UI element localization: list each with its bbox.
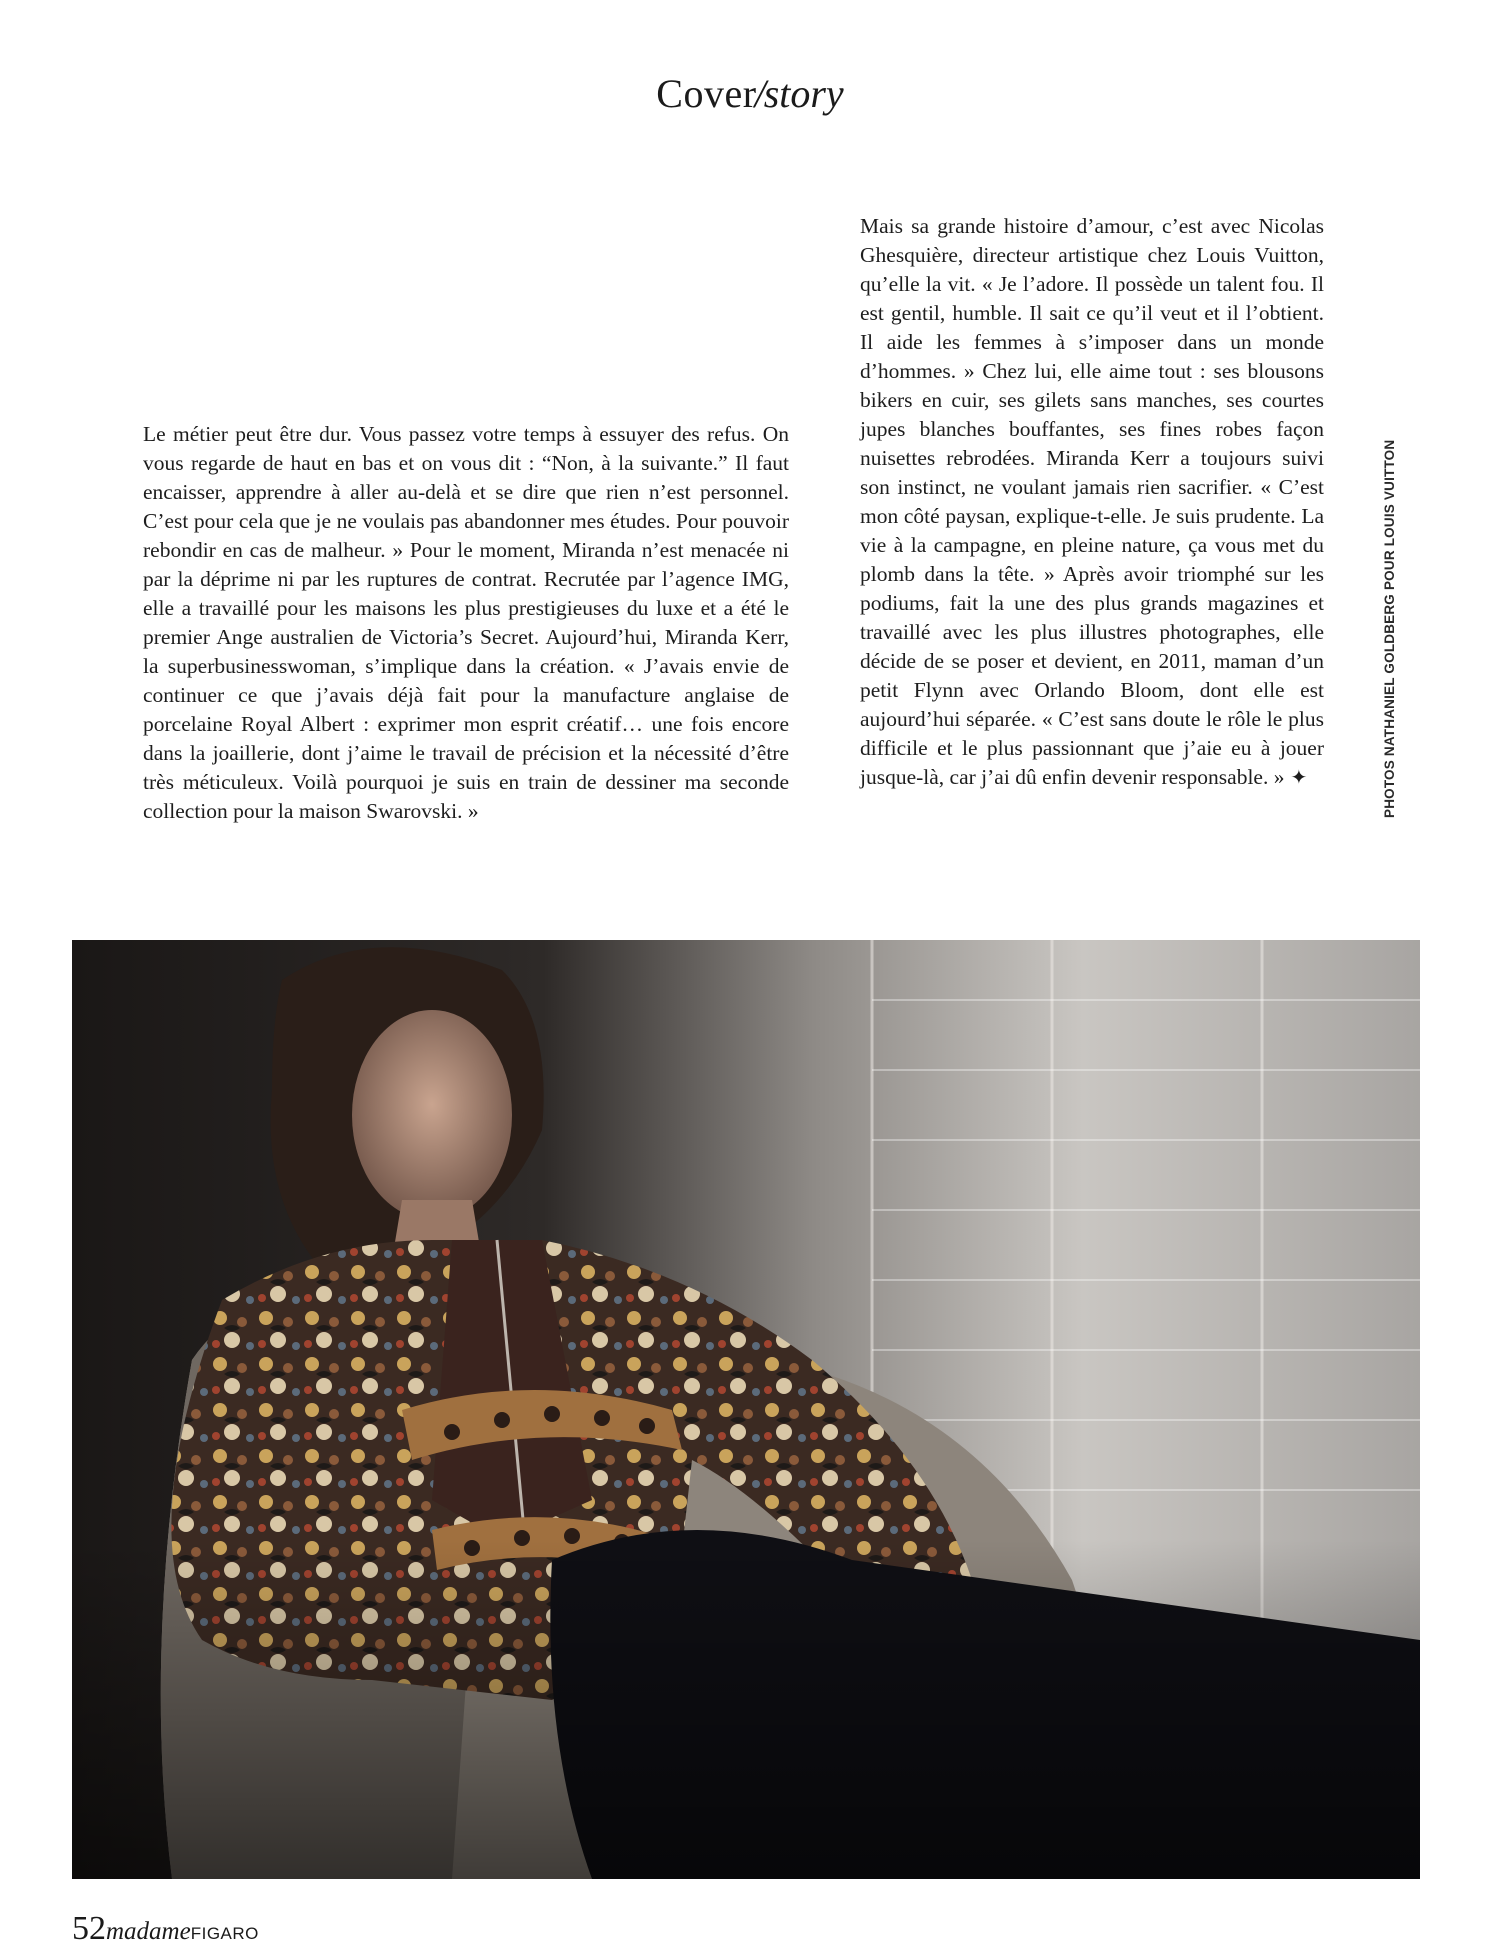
left-column-text: Le métier peut être dur. Vous passez votre temps à essuyer des refus. On vous regarde de haut en bas et on vous dit : “Non, à la suivante.” Il faut encaisser, apprendre à aller au-delà et se dire que rien n’est personnel. C’est pour cela que je ne voulais pas abandonner mes études. Pour pouvoir rebondir en cas de malheur. » Pour le moment, Miranda n’est menacée ni par la déprime ni par les ruptures de contrat. Recrutée par l’agence IMG, elle a travaillé pour les maisons les plus prestigieuses du luxe et a été le premier Ange australien de Victoria’s Secret. Aujourd’hui, Miranda Kerr, la superbusinesswoman, s’implique dans la création. « J’avais envie de continuer ce que j’avais déjà fait pour la manufacture anglaise de porcelaine Royal Albert : exprimer mon esprit créatif… une fois encore dans la joaillerie, dont j’aime le travail de précision et la nécessité d’être très méticuleux. Voilà pourquoi je suis en train de dessiner ma seconde collection pour la maison Swarovski. » <box>143 422 789 823</box>
end-mark-icon: ✦ <box>1290 765 1308 789</box>
page-footer <box>72 1910 259 1947</box>
section-header <box>0 70 1500 117</box>
magazine-logo-script: madame <box>106 1918 191 1945</box>
page-number: 52 <box>72 1910 106 1947</box>
article-right-column <box>860 212 1324 792</box>
section-title-cover: Cover <box>656 71 757 116</box>
right-column-text: Mais sa grande histoire d’amour, c’est avec Nicolas Ghesquière, directeur artistique chez Louis Vuitton, qu’elle la vit. « Je l’adore. Il possède un talent fou. Il est gentil, humble. Il sait ce qu’il veut et il l’obtient. Il aide les femmes à s’imposer dans un monde d’hommes. » Chez lui, elle aime tout : ses blousons bikers en cuir, ses gilets sans manches, ses courtes jupes blanches bouffantes, ses fines robes façon nuisettes rebrodées. Miranda Kerr a toujours suivi son instinct, ne voulant jamais rien sacrifier. « C’est mon côté paysan, explique-t-elle. Je suis prudente. La vie à la campagne, en pleine nature, ça vous met du plomb dans la tête. » Après avoir triomphé sur les podiums, fait la une des plus grands magazines et travaillé avec les plus illustres photographes, elle décide de se poser et devient, en 2011, maman d’un petit Flynn avec Orlando Bloom, dont elle est aujourd’hui séparée. « C’est sans doute le rôle le plus difficile et le plus passionnant que j’aie eu à jouer jusque-là, car j’ai dû enfin devenir responsable. » <box>860 214 1324 789</box>
magazine-logo-caps: FIGARO <box>190 1924 259 1943</box>
article-left-column <box>143 420 789 826</box>
editorial-photo <box>72 940 1420 1879</box>
section-title-story: story <box>763 71 844 116</box>
section-title-slash: / <box>754 71 766 116</box>
photo-credit: PHOTOS NATHANIEL GOLDBERG POUR LOUIS VUITTON <box>1382 439 1397 818</box>
